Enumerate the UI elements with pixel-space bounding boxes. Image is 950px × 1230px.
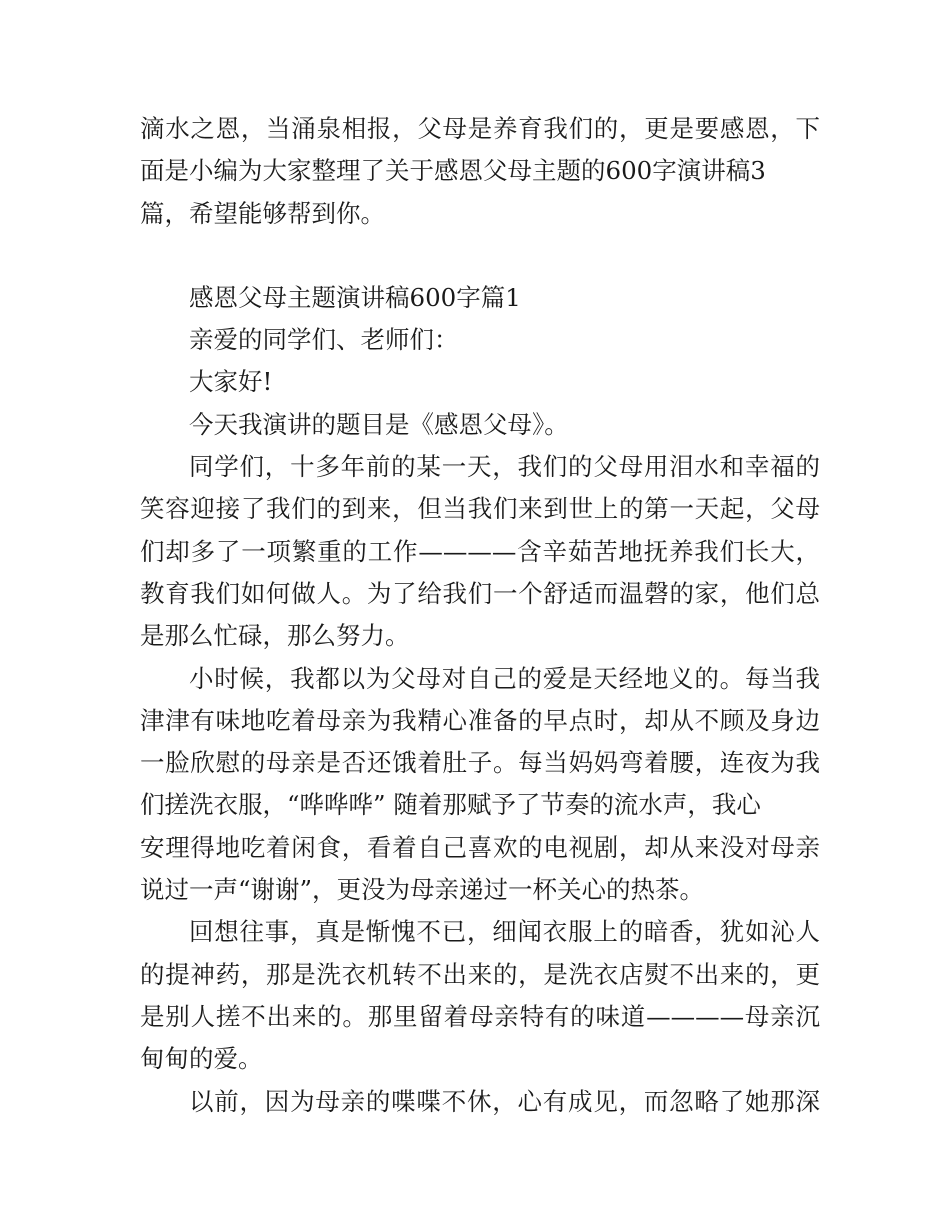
paragraph-line: 说过一声“谢谢”，更没为母亲递过一杯关心的热茶。 <box>140 875 705 905</box>
paragraph-line: 是别人搓不出来的。那里留着母亲特有的味道————母亲沉 <box>140 1001 820 1031</box>
paragraph-line: 们却多了一项繁重的工作————含辛茹苦地抚养我们长大， <box>140 536 820 566</box>
intro-line: 篇，希望能够帮到你。 <box>140 198 385 228</box>
speech-title: 感恩父母主题演讲稿600字篇1 <box>189 282 521 312</box>
paragraph-line: 小时候，我都以为父母对自己的爱是天经地义的。每当我 <box>189 663 820 693</box>
document-body <box>140 108 820 1123</box>
paragraph-line: 一脸欣慰的母亲是否还饿着肚子。每当妈妈弯着腰，连夜为我 <box>140 748 820 778</box>
paragraph-line: 以前，因为母亲的喋喋不休，心有成见，而忽略了她那深 <box>189 1086 820 1116</box>
paragraph-line: 同学们，十多年前的某一天，我们的父母用泪水和幸福的 <box>189 452 820 482</box>
body-paragraph <box>140 1081 820 1123</box>
speech-topic: 今天我演讲的题目是《感恩父母》。 <box>189 409 569 439</box>
body-paragraph <box>140 658 820 912</box>
intro-line: 面是小编为大家整理了关于感恩父母主题的600字演讲稿3 <box>140 156 766 186</box>
paragraph-line: 们搓洗衣服，“哗哗哗” 随着那赋予了节奏的流水声，我心 <box>140 790 761 820</box>
intro-paragraph <box>140 108 820 235</box>
paragraph-line: 回想往事，真是惭愧不已，细闻衣服上的暗香，犹如沁人 <box>189 917 820 947</box>
paragraph-gap <box>140 235 820 277</box>
paragraph-line: 是那么忙碌，那么努力。 <box>140 621 410 651</box>
body-paragraph <box>140 446 820 657</box>
paragraph-line: 教育我们如何做人。为了给我们一个舒适而温磬的家，他们总 <box>140 578 820 608</box>
greeting: 大家好! <box>189 367 273 397</box>
paragraph-line: 笑容迎接了我们的到来，但当我们来到世上的第一天起，父母 <box>140 494 820 524</box>
salutation: 亲爱的同学们、老师们： <box>189 325 459 355</box>
paragraph-line: 甸甸的爱。 <box>140 1044 263 1074</box>
body-paragraph <box>140 911 820 1080</box>
intro-line: 滴水之恩，当涌泉相报，父母是养育我们的，更是要感恩，下 <box>140 114 820 143</box>
paragraph-line: 安理得地吃着闲食，看着自己喜欢的电视剧，却从来没对母亲 <box>140 832 820 862</box>
paragraph-line: 津津有味地吃着母亲为我精心准备的早点时，却从不顾及身边 <box>140 705 820 735</box>
paragraph-line: 的提神药，那是洗衣机转不出来的，是洗衣店熨不出来的，更 <box>140 959 820 989</box>
